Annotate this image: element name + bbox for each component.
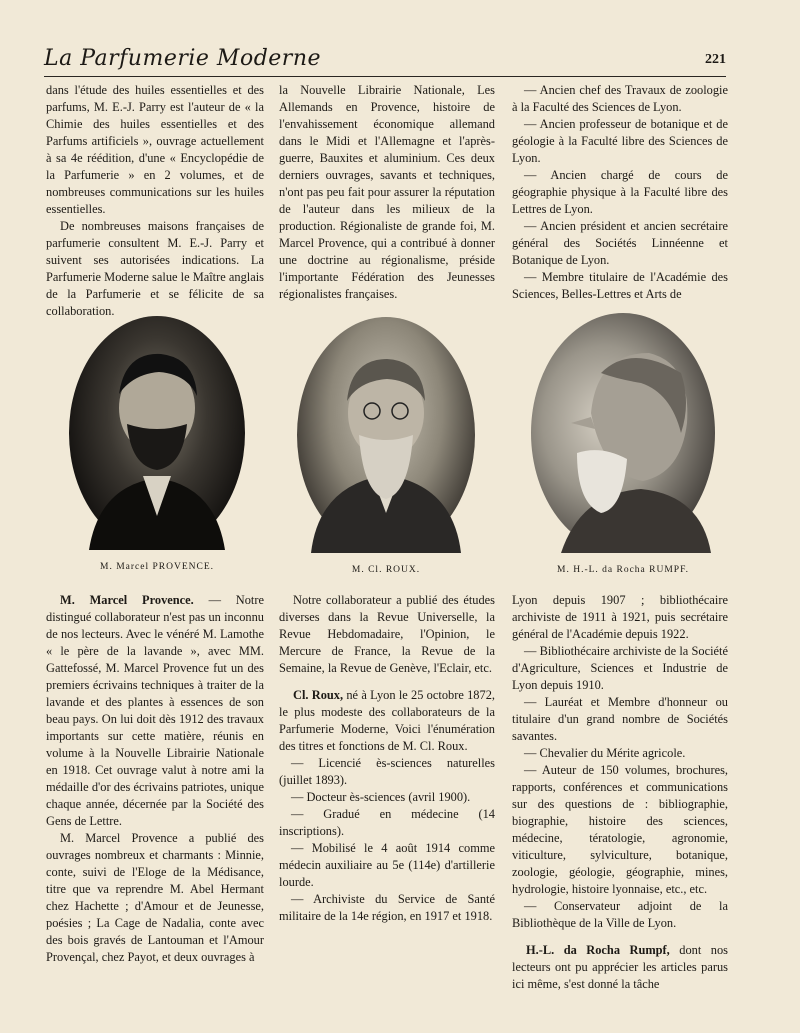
paragraph: M. Marcel Provence a publié des ouvrages nombreux et charmants : Minnie, conte, suivi de l'Eloge de la Médisance, titre que va reprendre M. Abel Hermant chez Hachette ; d'Amour et de Jeunesse, poésies ; La Cage de Nadalia, conte avec des bois gravés de Lantouman et l'Amour Provençal, chez Payot, et deux ouvrages à	[46, 831, 264, 964]
title-item: — Licencié ès-sciences naturelles (juillet 1893).	[279, 756, 495, 787]
paragraph: Notre collaborateur a publié des études diverses dans la Revue Universelle, la Revue Hebdomadaire, l'Opinion, le Mercure de France, la Revue de la Semaine, la Revue de Genève, l'Eclair, etc.	[279, 593, 495, 675]
title-item: — Docteur ès-sciences (avril 1900).	[291, 790, 471, 804]
column-1-bottom	[46, 592, 264, 1002]
title-item: — Bibliothécaire archiviste de la Société d'Agriculture, Sciences et Industrie de Lyon depuis 1910.	[512, 644, 728, 692]
column-3-top	[512, 82, 728, 304]
page-number: 221	[705, 52, 726, 67]
title-item: — Ancien chef des Travaux de zoologie à la Faculté des Sciences de Lyon.	[512, 83, 728, 114]
title-item: — Conservateur adjoint de la Bibliothèque de la Ville de Lyon.	[512, 899, 728, 930]
paragraph	[279, 687, 495, 755]
portrait-figure	[531, 313, 715, 553]
column-1-top	[46, 82, 264, 318]
caption-rumpf: M. H.-L. da Rocha RUMPF.	[557, 565, 689, 575]
title-item: — Gradué en médecine (14 inscriptions).	[279, 807, 495, 838]
paragraph-text: né à Lyon le 25 octobre 1872, le plus modeste des collaborateurs de la Parfumerie Moderne, Voici l'énumération des titres et fonctions de M. Cl. Roux.	[279, 688, 495, 753]
paragraph: la Nouvelle Librairie Nationale, Les Allemands en Provence, histoire de l'envahissement économique allemand dans le Midi et l'Allemagne et l'après-guerre, Bauxites et aluminium. Ces deux derniers ouvrages, savants et techniques, n'ont pas peu fait pour assurer la réputation de l'auteur dans les milieux de la production. Régionaliste de grande foi, M. Marcel Provence, qui a contribué à donner une doctrine au régionalisme, préside l'importante Fédération des Jeunesses régionalistes françaises.	[279, 83, 495, 301]
portrait-rocha-rumpf	[531, 313, 715, 553]
paragraph	[512, 942, 728, 993]
paragraph-text: dont nos lecteurs ont pu apprécier les articles parus ici même, s'est donné la tâche	[512, 943, 729, 991]
title-item: — Membre titulaire de l'Académie des Sciences, Belles-Lettres et Arts de	[512, 270, 728, 301]
title-item: — Ancien président et ancien secrétaire général des Sociétés Linnéenne et Botanique de Lyon.	[512, 219, 728, 267]
title-item: — Lauréat et Membre d'honneur ou titulaire d'un grand nombre de Sociétés savantes.	[512, 695, 728, 743]
lead-name: H.-L. da Rocha Rumpf,	[526, 943, 670, 957]
title-item: — Archiviste du Service de Santé militaire de la 14e région, en 1917 et 1918.	[279, 892, 495, 923]
column-2-bottom	[279, 592, 495, 1002]
caption-provence: M. Marcel PROVENCE.	[100, 562, 214, 572]
lead-name: Cl. Roux,	[293, 688, 344, 702]
lead-name: M. Marcel Provence.	[60, 593, 194, 607]
column-2-top	[279, 82, 495, 304]
portrait-marcel-provence	[69, 316, 245, 550]
title-item: — Ancien professeur de botanique et de géologie à la Faculté libre des Sciences de Lyon.	[512, 117, 728, 165]
masthead-title: La Parfumerie Moderne	[44, 46, 322, 71]
portrait-figure	[297, 317, 475, 553]
paragraph: De nombreuses maisons françaises de parfumerie consultent M. E.-J. Parry et suivent ses autorisées indications. La Parfumerie Moderne salue le Maître anglais de la Parfumerie et se félicite de sa collaboration.	[46, 219, 264, 318]
paragraph: dans l'étude des huiles essentielles et des parfums, M. E.-J. Parry est l'auteur de « la Chimie des huiles essentielles et des Parfums artificiels », ouvrage actuellement à sa 4e réédition, d'une « Encyclopédie de la Parfumerie » en 2 volumes, et de nombreuses communications sur les huiles essentielles.	[46, 83, 264, 216]
title-item: — Mobilisé le 4 août 1914 comme médecin auxiliaire au 5e (114e) d'artillerie lourde.	[279, 841, 495, 889]
portrait-figure	[69, 316, 245, 550]
title-item: — Ancien chargé de cours de géographie physique à la Faculté libre des Lettres de Lyon.	[512, 168, 728, 216]
paragraph-text: — Notre distingué collaborateur n'est pas un inconnu de nos lecteurs. Avec le vénéré M. Lamothe « le père de la lavande », avec MM. Gattefossé, M. Marcel Provence fut un des premiers écrivains techniques à traiter de la lavande et des plantes à essences de son beau pays. On lui doit dès 1912 des travaux importants sur cette matière, réunis en volume à la Nouvelle Librairie Nationale en 1918. Cet ouvrage valut à notre ami la médaille d'or des écrivains patriotes, unique chaque année, décernée par la Société des Gens de Lettre.	[46, 593, 264, 828]
title-item: Lyon depuis 1907 ; bibliothécaire archiviste de 1911 à 1921, puis secrétaire général de l'Académie depuis 1922.	[512, 593, 728, 641]
title-item: — Auteur de 150 volumes, brochures, rapports, conférences et communications sur des questions de : bibliographie, biographie, histoire des sciences, médecine, tératologie, agronomie, viticulture, sylviculture, botanique, zoologie, géologie, géographie, mines, hydrologie, histoire lyonnaise, etc., etc.	[512, 763, 728, 896]
column-3-bottom	[512, 592, 728, 1002]
paragraph	[46, 592, 264, 830]
portrait-cl-roux	[297, 317, 475, 553]
title-item: — Chevalier du Mérite agricole.	[524, 746, 686, 760]
page-header	[44, 44, 726, 77]
caption-roux: M. Cl. ROUX.	[351, 565, 421, 575]
